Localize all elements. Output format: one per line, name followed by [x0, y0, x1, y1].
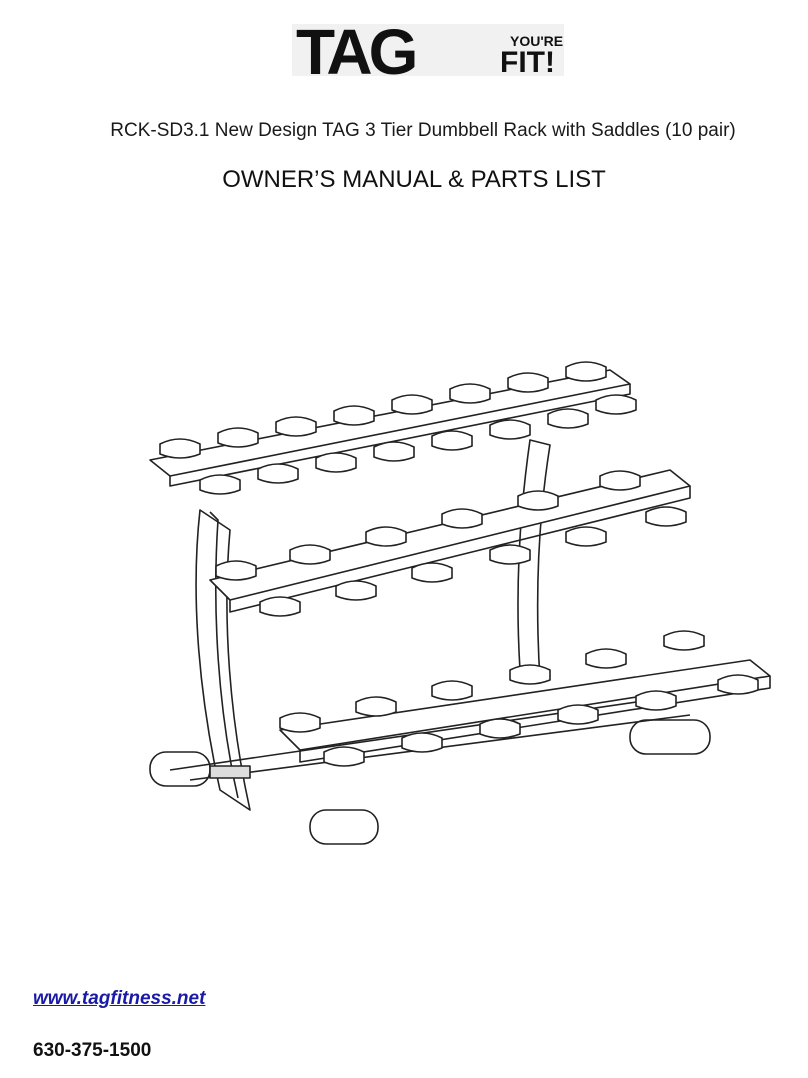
tag-logo: [288, 16, 568, 84]
page-title: OWNER’S MANUAL & PARTS LIST: [222, 166, 606, 193]
website-link[interactable]: www.tagfitness.net: [33, 988, 206, 1009]
phone-number: 630-375-1500: [33, 1040, 152, 1061]
logo-tagline-bottom: FIT!: [500, 46, 555, 79]
logo-tagline-top: YOU'RE: [510, 33, 564, 49]
product-subtitle: RCK-SD3.1 New Design TAG 3 Tier Dumbbell Rack with Saddles (10 pair): [110, 120, 736, 141]
dumbbell-rack-illustration: [130, 340, 780, 860]
logo-brand-text: TAG: [296, 16, 415, 84]
